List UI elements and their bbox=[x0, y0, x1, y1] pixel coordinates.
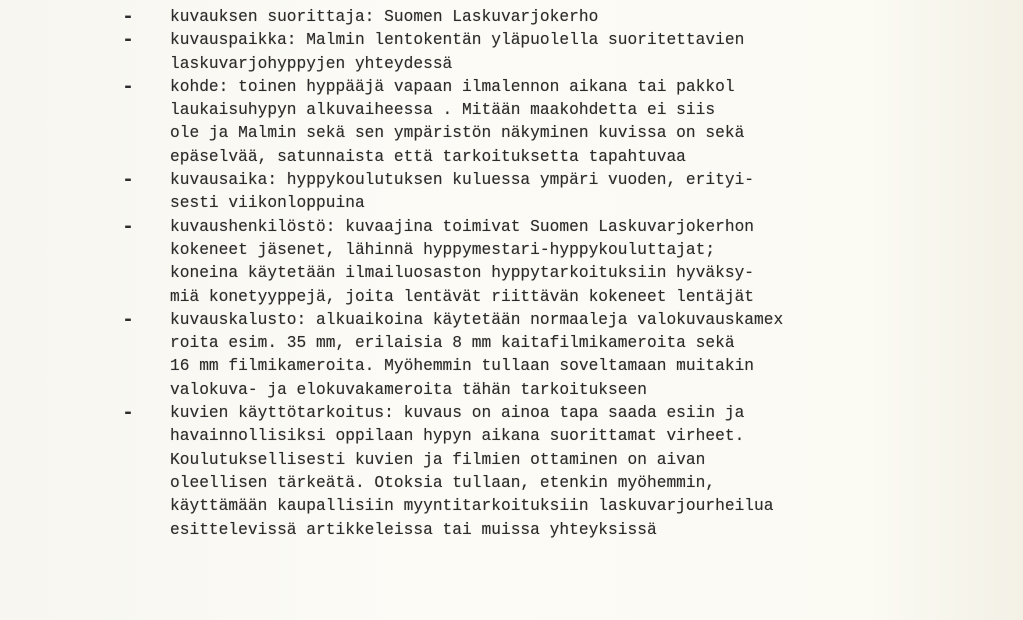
list-item bbox=[118, 29, 1018, 76]
text-line: kuvausaika: hyppykoulutuksen kuluessa ympäri vuoden, erityi- bbox=[170, 171, 755, 190]
text-line: miä konetyyppejä, joita lentävät riittävän kokeneet lentäjät bbox=[170, 287, 755, 306]
text-line: valokuva- ja elokuvakameroita tähän tarkoitukseen bbox=[170, 380, 647, 399]
list-item bbox=[118, 402, 1018, 542]
bullet-dash: - bbox=[121, 215, 134, 239]
text-line: kuvauskalusto: alkuaikoina käytetään normaaleja valokuvauskamex bbox=[170, 310, 784, 329]
text-line: kokeneet jäsenet, lähinnä hyppymestari-hyppykouluttajat; bbox=[170, 240, 716, 259]
list-item bbox=[118, 169, 1018, 216]
list-item bbox=[118, 309, 1018, 402]
text-line: koneina käytetään ilmailuosaston hyppytarkoituksiin hyväksy- bbox=[170, 264, 755, 283]
text-line: epäselvää, satunnaista että tarkoituksetta tapahtuvaa bbox=[170, 147, 686, 166]
text-line: kuvauksen suorittaja: Suomen Laskuvarjokerho bbox=[170, 8, 599, 26]
bullet-dash: - bbox=[121, 308, 134, 332]
bullet-dash: - bbox=[121, 29, 134, 53]
text-line: roita esim. 35 mm, erilaisia 8 mm kaitafilmikameroita sekä bbox=[170, 334, 735, 353]
bullet-dash: - bbox=[121, 402, 134, 426]
list-item bbox=[118, 216, 1018, 309]
text-line: sesti viikonloppuina bbox=[170, 194, 365, 213]
text-line: laukaisuhypyn alkuvaiheessa . Mitään maakohdetta ei siis bbox=[170, 101, 716, 120]
text-line: käyttämään kaupallisiin myyntitarkoituksiin laskuvarjourheilua bbox=[170, 497, 774, 516]
list-item bbox=[118, 76, 1018, 169]
typewritten-list bbox=[118, 6, 1018, 542]
text-line: ole ja Malmin sekä sen ympäristön näkyminen kuvissa on sekä bbox=[170, 124, 745, 143]
text-line: Koulutuksellisesti kuvien ja filmien ottaminen on aivan bbox=[170, 450, 706, 469]
text-line: kohde: toinen hyppääjä vapaan ilmalennon aikana tai pakkol bbox=[170, 77, 735, 96]
bullet-dash: - bbox=[121, 169, 134, 193]
list-item bbox=[118, 6, 1018, 29]
bullet-dash: - bbox=[121, 6, 134, 29]
text-line: 16 mm filmikameroita. Myöhemmin tullaan soveltamaan muitakin bbox=[170, 357, 755, 376]
text-line: havainnollisiksi oppilaan hypyn aikana suorittamat virheet. bbox=[170, 427, 745, 446]
text-line: kuvien käyttötarkoitus: kuvaus on ainoa tapa saada esiin ja bbox=[170, 404, 745, 423]
text-line: oleellisen tärkeätä. Otoksia tullaan, etenkin myöhemmin, bbox=[170, 473, 716, 492]
text-line: esittelevissä artikkeleissa tai muissa yhteyksissä bbox=[170, 520, 657, 539]
text-line: kuvauspaikka: Malmin lentokentän yläpuolella suoritettavien bbox=[170, 31, 745, 50]
text-line: laskuvarjohyppyjen yhteydessä bbox=[170, 54, 453, 73]
bullet-dash: - bbox=[121, 75, 134, 99]
text-line: kuvaushenkilöstö: kuvaajina toimivat Suomen Laskuvarjokerhon bbox=[170, 217, 755, 236]
